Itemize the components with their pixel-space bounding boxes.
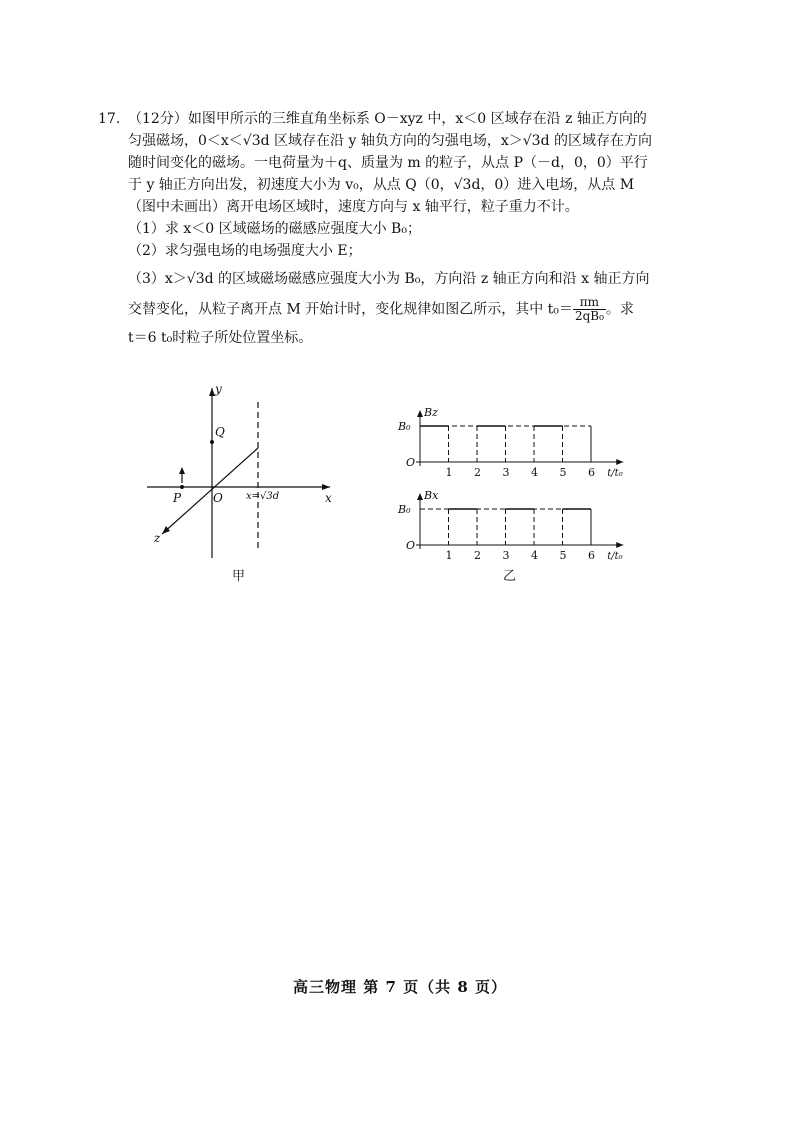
chart-1-origin-label: O xyxy=(406,456,416,469)
chart-2-b-arrowhead xyxy=(417,493,423,500)
sub-question-2: （2）求匀强电场的电场强度大小 E； xyxy=(128,243,362,259)
chart-1-tick-label: 1 xyxy=(445,466,453,479)
figure-yi-charts xyxy=(390,395,650,565)
chart-2-tick-label: 6 xyxy=(588,549,595,562)
question-number: 17. xyxy=(98,111,121,127)
chart-1-time-arrowhead xyxy=(616,459,623,465)
origin-label: O xyxy=(213,491,223,505)
chart-2-xlabel: t/t₀ xyxy=(607,551,623,562)
z-axis-label: z xyxy=(154,531,161,545)
chart-2-tick-label: 2 xyxy=(474,549,481,562)
chart-2-ylabel: Bx xyxy=(424,489,439,502)
chart-1-b0-label: B₀ xyxy=(398,420,411,433)
chart-1-b-arrowhead xyxy=(417,410,423,417)
problem-line-5: （图中未画出）离开电场区域时，速度方向与 x 轴平行，粒子重力不计。 xyxy=(128,199,579,215)
velocity-arrowhead xyxy=(179,467,185,474)
problem-line-10: t＝6 t₀时粒子所处位置坐标。 xyxy=(128,330,313,346)
chart-2-origin-label: O xyxy=(406,539,416,552)
chart-2-time-arrowhead xyxy=(616,542,623,548)
x-axis-arrowhead xyxy=(322,484,330,490)
boundary-label: x=√3d xyxy=(246,491,280,502)
chart-2-tick-label: 5 xyxy=(559,549,567,562)
chart-2-b0-label: B₀ xyxy=(398,503,411,516)
chart-1-xlabel: t/t₀ xyxy=(607,468,623,479)
problem-line-4: 于 y 轴正方向出发，初速度大小为 v₀，从点 Q（0，√3d，0）进入电场，从点 M xyxy=(128,177,635,193)
problem-line-9: 交替变化，从粒子离开点 M 开始计时，变化规律如图乙所示，其中 t₀＝ $\frac{\pi m}{\text{2qB₀}}$ 。求 xyxy=(128,295,634,323)
problem-line-3: 随时间变化的磁场。一电荷量为＋q、质量为 m 的粒子，从点 P（－d，0，0）平行 xyxy=(128,155,648,171)
chart-2-tick-label: 1 xyxy=(445,549,453,562)
figure-yi-caption: 乙 xyxy=(503,569,517,584)
sub-question-3: （3）x＞√3d 的区域磁场磁感应强度大小为 B₀，方向沿 z 轴正方向和沿 x 轴正方向 xyxy=(128,271,650,287)
sub-question-1: （1）求 x＜0 区域磁场的磁感应强度大小 B₀； xyxy=(128,221,421,237)
chart-2-tick-label: 3 xyxy=(502,549,510,562)
y-axis-label: y xyxy=(215,382,222,396)
point-q xyxy=(210,440,214,444)
chart-1-tick-label: 4 xyxy=(531,466,538,479)
problem-17 xyxy=(98,108,698,349)
figure-jia-caption: 甲 xyxy=(232,569,246,584)
chart-1-tick-label: 2 xyxy=(474,466,481,479)
chart-1-tick-label: 5 xyxy=(559,466,567,479)
figure-jia xyxy=(140,380,350,565)
chart-2-tick-label: 4 xyxy=(531,549,538,562)
chart-1-tick-label: 6 xyxy=(588,466,595,479)
point-p xyxy=(180,485,184,489)
page-footer: 高三物理 第 7 页（共 8 页） xyxy=(293,978,507,996)
q-label: Q xyxy=(215,425,225,439)
problem-line-2: 匀强磁场，0＜x＜√3d 区域存在沿 y 轴负方向的匀强电场，x＞√3d 的区域存在方向 xyxy=(128,133,652,149)
chart-1-ylabel: Bz xyxy=(424,406,438,419)
t0-fraction: $\frac{\pi m}{\text{2qB₀}}$ xyxy=(574,295,604,323)
problem-line-1: 17. （12分）如图甲所示的三维直角坐标系 O－xyz 中，x＜0 区域存在沿 z 轴正方向的 xyxy=(98,108,698,130)
chart-1-tick-label: 3 xyxy=(502,466,510,479)
p-label: P xyxy=(173,491,182,505)
x-axis-label: x xyxy=(325,491,332,505)
